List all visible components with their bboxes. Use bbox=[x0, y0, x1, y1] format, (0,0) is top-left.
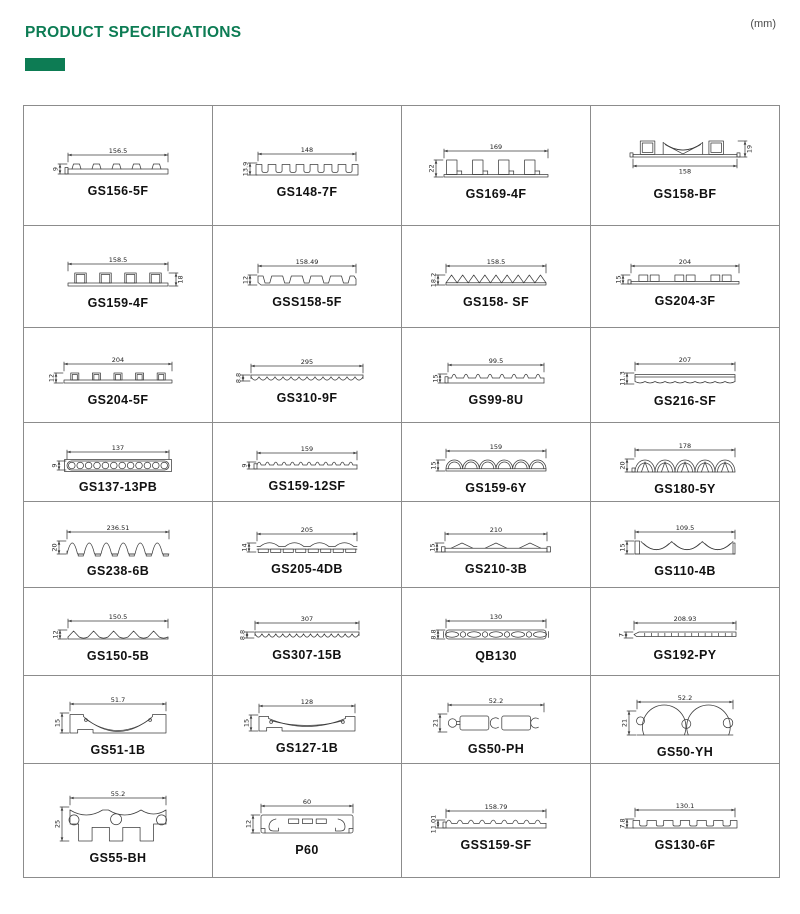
spec-cell bbox=[591, 676, 780, 764]
svg-text:159: 159 bbox=[489, 442, 503, 451]
spec-cell bbox=[402, 502, 591, 588]
svg-text:158.79: 158.79 bbox=[484, 802, 508, 811]
spec-cell bbox=[213, 676, 402, 764]
svg-text:55.2: 55.2 bbox=[110, 789, 126, 798]
spec-cell bbox=[213, 502, 402, 588]
svg-text:19: 19 bbox=[745, 144, 754, 153]
svg-text:295: 295 bbox=[300, 358, 314, 366]
svg-text:307: 307 bbox=[300, 614, 314, 623]
profile-drawing bbox=[214, 513, 400, 560]
page-title: PRODUCT SPECIFICATIONS bbox=[25, 24, 242, 41]
product-code-label: P60 bbox=[295, 842, 319, 857]
svg-text:8.8: 8.8 bbox=[429, 629, 438, 640]
unit-label: (mm) bbox=[750, 18, 776, 30]
svg-text:15: 15 bbox=[428, 543, 437, 552]
svg-text:12: 12 bbox=[244, 819, 253, 828]
svg-text:52.2: 52.2 bbox=[488, 696, 504, 705]
svg-text:20: 20 bbox=[50, 543, 59, 552]
profile-drawing bbox=[403, 344, 589, 391]
profile-drawing bbox=[25, 683, 211, 741]
svg-text:178: 178 bbox=[678, 441, 692, 450]
svg-text:15: 15 bbox=[614, 275, 623, 284]
product-code-label: GS310-9F bbox=[276, 391, 338, 405]
svg-text:156.5: 156.5 bbox=[108, 146, 128, 155]
profile-drawing bbox=[403, 513, 589, 560]
svg-text:13.9: 13.9 bbox=[241, 161, 250, 176]
svg-text:204: 204 bbox=[678, 258, 692, 266]
svg-text:159: 159 bbox=[300, 444, 314, 453]
spec-cell bbox=[213, 423, 402, 502]
svg-text:20: 20 bbox=[618, 460, 627, 470]
svg-text:210: 210 bbox=[489, 526, 503, 534]
product-code-label: GS50-YH bbox=[656, 744, 714, 759]
svg-text:25: 25 bbox=[53, 819, 62, 828]
svg-text:148: 148 bbox=[300, 145, 314, 154]
svg-text:208.93: 208.93 bbox=[673, 614, 697, 623]
profile-drawing bbox=[403, 245, 589, 293]
spec-cell bbox=[591, 588, 780, 676]
svg-text:18.2: 18.2 bbox=[429, 272, 438, 287]
product-code-label: GS169-4F bbox=[465, 187, 527, 201]
product-code-label: GS159-12SF bbox=[268, 478, 346, 493]
svg-text:9: 9 bbox=[51, 166, 60, 171]
profile-drawing bbox=[214, 133, 400, 183]
product-code-label: GS127-1B bbox=[275, 740, 339, 755]
spec-cell bbox=[24, 226, 213, 328]
profile-drawing bbox=[214, 432, 400, 477]
profile-drawing bbox=[403, 600, 589, 647]
spec-cell bbox=[24, 423, 213, 502]
svg-text:158.5: 158.5 bbox=[486, 257, 506, 266]
spec-cell bbox=[591, 502, 780, 588]
spec-cell bbox=[402, 588, 591, 676]
product-code-label: GS192-PY bbox=[653, 647, 717, 662]
product-code-label: GS51-1B bbox=[90, 742, 146, 757]
svg-text:15: 15 bbox=[431, 373, 440, 383]
svg-text:12: 12 bbox=[47, 373, 56, 383]
product-code-label: GS130-6F bbox=[654, 838, 716, 852]
svg-text:12: 12 bbox=[51, 630, 60, 639]
svg-text:60: 60 bbox=[302, 797, 312, 806]
product-code-label: GS137-13PB bbox=[78, 479, 158, 494]
svg-text:158.49: 158.49 bbox=[295, 257, 319, 266]
svg-text:130: 130 bbox=[489, 613, 503, 621]
profile-drawing bbox=[25, 134, 211, 182]
svg-text:51.7: 51.7 bbox=[110, 695, 126, 704]
product-code-label: GS99-8U bbox=[468, 392, 524, 407]
profile-drawing bbox=[214, 345, 400, 389]
svg-text:207: 207 bbox=[678, 355, 692, 364]
product-code-label: GS238-6B bbox=[86, 564, 150, 578]
profile-drawing bbox=[592, 429, 778, 480]
spec-table bbox=[23, 105, 780, 878]
svg-text:11.01: 11.01 bbox=[429, 814, 438, 833]
svg-text:7.8: 7.8 bbox=[618, 818, 627, 829]
profile-drawing bbox=[214, 685, 400, 739]
product-code-label: GS204-5F bbox=[87, 393, 149, 407]
svg-text:137: 137 bbox=[111, 443, 125, 452]
svg-text:130.1: 130.1 bbox=[675, 802, 695, 810]
svg-text:21: 21 bbox=[620, 718, 629, 727]
svg-text:205: 205 bbox=[300, 526, 314, 534]
spec-cell bbox=[24, 502, 213, 588]
spec-cell bbox=[402, 328, 591, 423]
profile-drawing bbox=[25, 343, 211, 391]
profile-drawing bbox=[25, 777, 211, 849]
svg-text:15: 15 bbox=[429, 460, 438, 470]
profile-drawing bbox=[592, 681, 778, 743]
product-code-label: GS307-15B bbox=[272, 647, 342, 662]
svg-text:9: 9 bbox=[50, 462, 59, 468]
spec-cell bbox=[402, 764, 591, 878]
spec-cell bbox=[24, 588, 213, 676]
product-code-label: GS110-4B bbox=[654, 564, 716, 578]
profile-drawing bbox=[214, 245, 400, 293]
profile-drawing bbox=[592, 131, 778, 185]
profile-drawing bbox=[214, 602, 400, 646]
svg-text:22: 22 bbox=[427, 164, 436, 173]
product-code-label: GS148-7F bbox=[276, 184, 338, 199]
product-code-label: GS156-5F bbox=[87, 183, 149, 198]
spec-cell bbox=[24, 676, 213, 764]
product-code-label: GS55-BH bbox=[89, 850, 147, 865]
product-code-label: QB130 bbox=[475, 649, 517, 663]
profile-drawing bbox=[403, 684, 589, 740]
spec-cell bbox=[213, 328, 402, 423]
profile-drawing bbox=[592, 602, 778, 646]
product-code-label: GS150-5B bbox=[86, 649, 150, 663]
svg-text:236.51: 236.51 bbox=[106, 524, 130, 532]
svg-text:11.3: 11.3 bbox=[618, 370, 627, 386]
svg-text:158: 158 bbox=[678, 167, 692, 175]
profile-drawing bbox=[25, 511, 211, 562]
product-code-label: GSS159-SF bbox=[460, 837, 532, 852]
svg-text:12: 12 bbox=[241, 275, 250, 284]
svg-text:7: 7 bbox=[617, 632, 626, 637]
spec-cell bbox=[402, 676, 591, 764]
svg-text:109.5: 109.5 bbox=[675, 524, 695, 532]
spec-cell bbox=[213, 226, 402, 328]
profile-drawing bbox=[592, 511, 778, 562]
profile-drawing bbox=[214, 785, 400, 841]
spec-cell bbox=[591, 764, 780, 878]
svg-text:52.2: 52.2 bbox=[677, 693, 693, 702]
profile-drawing bbox=[25, 431, 211, 478]
profile-drawing bbox=[592, 343, 778, 392]
spec-cell bbox=[402, 226, 591, 328]
spec-cell bbox=[24, 328, 213, 423]
svg-text:150.5: 150.5 bbox=[108, 613, 128, 621]
product-code-label: GS210-3B bbox=[464, 562, 528, 576]
svg-text:21: 21 bbox=[431, 718, 440, 727]
profile-drawing bbox=[25, 243, 211, 294]
spec-cell bbox=[213, 106, 402, 226]
spec-cell bbox=[213, 588, 402, 676]
svg-text:14: 14 bbox=[240, 543, 249, 552]
svg-text:169: 169 bbox=[489, 143, 503, 151]
spec-cell bbox=[213, 764, 402, 878]
spec-cell bbox=[591, 423, 780, 502]
svg-text:204: 204 bbox=[111, 356, 125, 364]
profile-drawing bbox=[403, 430, 589, 479]
spec-cell bbox=[591, 226, 780, 328]
spec-cell bbox=[591, 328, 780, 423]
svg-text:15: 15 bbox=[618, 543, 627, 552]
product-code-label: GS205-4DB bbox=[271, 562, 343, 576]
svg-text:8.8: 8.8 bbox=[234, 372, 243, 384]
product-code-label: GS216-SF bbox=[653, 393, 717, 408]
spec-cell bbox=[591, 106, 780, 226]
profile-drawing bbox=[25, 600, 211, 647]
profile-drawing bbox=[592, 789, 778, 836]
svg-text:128: 128 bbox=[300, 697, 314, 706]
spec-cell bbox=[402, 423, 591, 502]
accent-swatch bbox=[25, 58, 65, 71]
profile-drawing bbox=[403, 790, 589, 836]
product-code-label: GS159-4F bbox=[87, 296, 149, 310]
product-code-label: GS50-PH bbox=[467, 741, 525, 756]
product-code-label: GS204-3F bbox=[654, 294, 716, 308]
svg-text:18: 18 bbox=[176, 275, 185, 284]
spec-cell bbox=[402, 106, 591, 226]
profile-drawing bbox=[592, 245, 778, 292]
svg-text:15: 15 bbox=[53, 718, 62, 727]
svg-text:9: 9 bbox=[240, 462, 249, 468]
svg-text:158.5: 158.5 bbox=[108, 256, 128, 264]
spec-cell bbox=[24, 764, 213, 878]
svg-text:99.5: 99.5 bbox=[488, 356, 504, 365]
svg-text:15: 15 bbox=[242, 718, 251, 727]
product-code-label: GS159-6Y bbox=[465, 480, 527, 495]
spec-cell bbox=[24, 106, 213, 226]
product-code-label: GS158-BF bbox=[653, 186, 717, 201]
product-code-label: GS180-5Y bbox=[654, 481, 716, 496]
product-code-label: GSS158-5F bbox=[272, 294, 342, 309]
profile-drawing bbox=[403, 130, 589, 185]
product-code-label: GS158- SF bbox=[462, 294, 530, 309]
svg-text:8.8: 8.8 bbox=[238, 629, 247, 640]
